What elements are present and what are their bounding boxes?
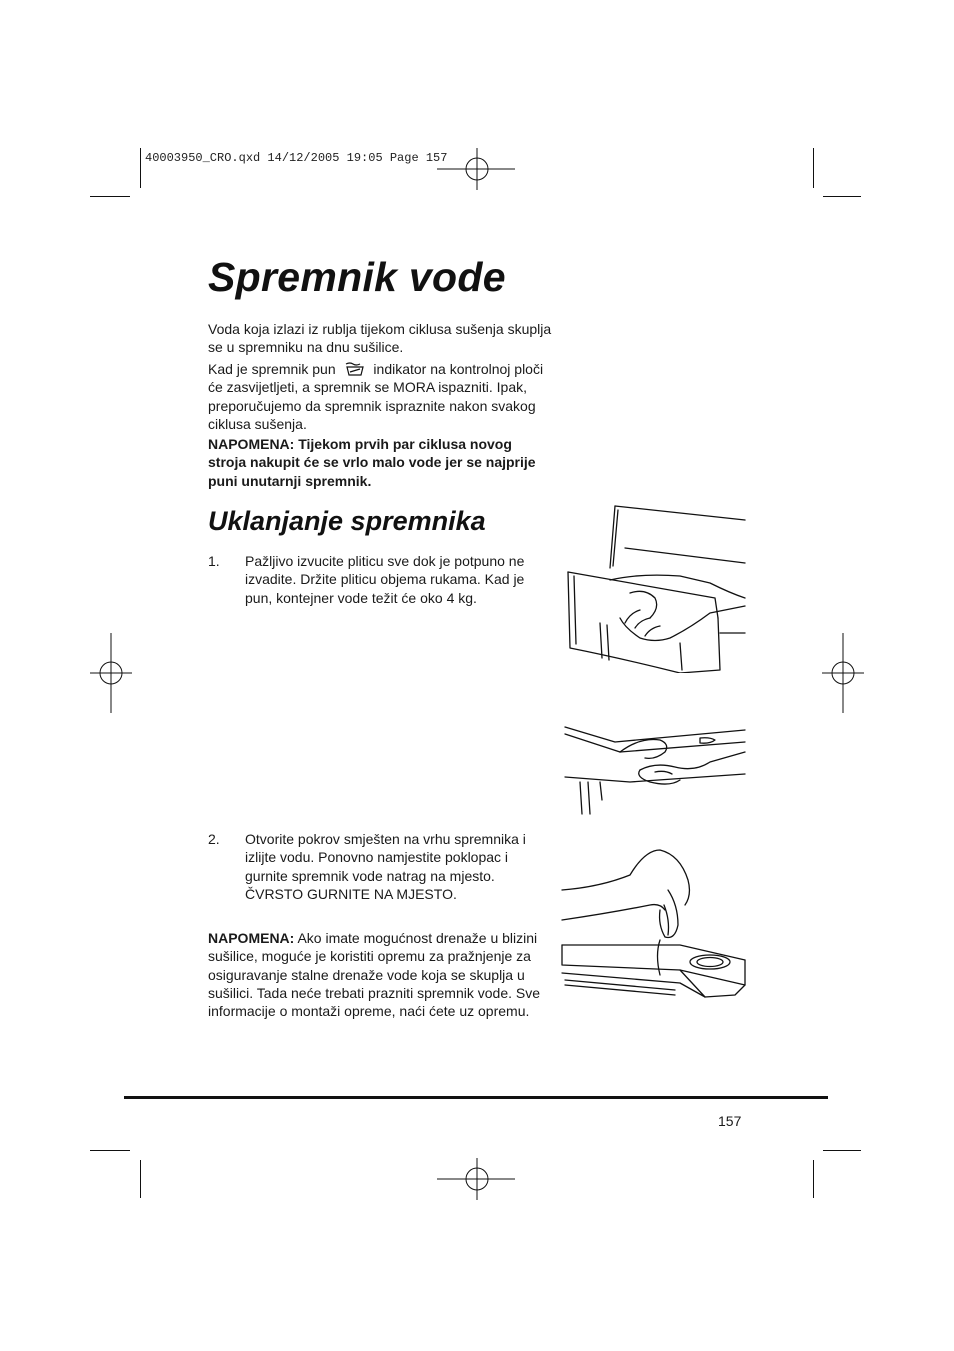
step-text-2: Otvorite pokrov smješten na vrhu spremnika i izlijte vodu. Ponovno namjestite poklopac i gurnite spremnik vode natrag na mjesto. ČVRSTO GURNITE NA MJESTO. (245, 831, 526, 902)
section-title: Uklanjanje spremnika (208, 506, 486, 536)
registration-mark-left (90, 633, 132, 713)
crop-mark (90, 1150, 130, 1151)
registration-mark-bottom (437, 1158, 517, 1200)
bottom-note-text: Ako imate mogućnost drenaže u blizini sušilice, moguće je koristiti opremu za pražnjenje za osiguravanje stalne drenaže vode koja se skuplja u sušilici. Tada neće trebati prazniti spremnik vode. Sve informacije o montaži opreme, naći ćete uz opremu. (208, 930, 541, 1020)
crop-mark (813, 148, 814, 188)
crop-mark (813, 1160, 814, 1198)
step-number-1: 1. (208, 553, 220, 569)
print-slug: 40003950_CRO.qxd 14/12/2005 19:05 Page 157 (145, 151, 448, 165)
footer-rule (124, 1096, 828, 1099)
crop-mark (90, 196, 130, 197)
intro-paragraph-2-start: Kad je spremnik pun (208, 361, 336, 377)
water-tank-indicator-icon (344, 361, 366, 377)
illustration-pull-container (560, 498, 750, 673)
crop-mark (823, 196, 861, 197)
page-number: 157 (718, 1113, 742, 1129)
illustration-hands-container (560, 722, 750, 820)
intro-paragraph-2-end: indikator na kontrolnoj ploči će zasvijetljeti, a spremnik se MORA ispazniti. Ipak, preporučujemo da spremnik ispraznite nakon svakog ciklusa sušenja. (208, 361, 544, 432)
registration-mark-top (437, 148, 517, 190)
illustration-pour-water (560, 845, 750, 1015)
intro-note: NAPOMENA: Tijekom prvih par ciklusa novog stroja nakupit će se vrlo malo vode jer se najprije puni unutarnji spremnik. (208, 436, 536, 489)
crop-mark (140, 1160, 141, 1198)
registration-mark-right (822, 633, 864, 713)
step-text-1: Pažljivo izvucite pliticu sve dok je potpuno ne izvadite. Držite pliticu objema rukama. Kad je pun, kontejner vode težit će oko 4 kg. (245, 553, 525, 606)
bottom-note (208, 929, 550, 1020)
step-number-2: 2. (208, 831, 220, 847)
crop-mark (823, 1150, 861, 1151)
bottom-note-label: NAPOMENA: (208, 930, 295, 946)
crop-mark (140, 148, 141, 188)
intro-paragraph-2 (208, 360, 553, 433)
page-title: Spremnik vode (208, 254, 506, 300)
intro-paragraph-1: Voda koja izlazi iz rublja tijekom ciklusa sušenja skuplja se u spremniku na dnu sušilice. (208, 321, 552, 356)
